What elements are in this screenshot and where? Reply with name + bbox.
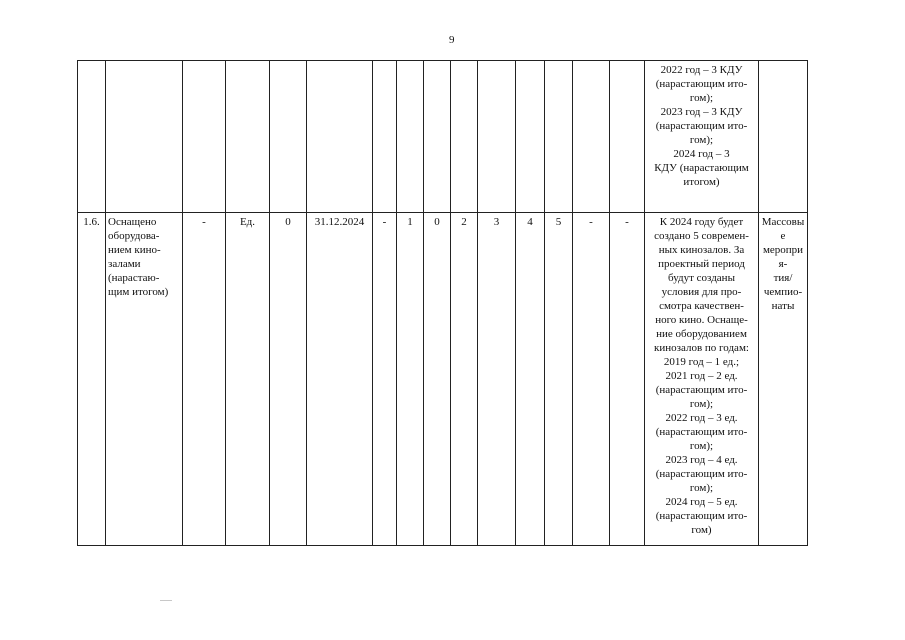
- cell-unit: [226, 61, 270, 213]
- base-value: 0: [270, 213, 307, 546]
- cell-value: [397, 61, 424, 213]
- cell-value: [478, 61, 516, 213]
- indicator-name: Оснащено оборудова- нием кино- залами (нарастаю- щим итогом): [106, 213, 183, 546]
- base-date: 31.12.2024: [307, 213, 373, 546]
- cell-related: [759, 61, 808, 213]
- year-value: -: [573, 213, 610, 546]
- cell-value: [516, 61, 545, 213]
- cell-num: [78, 61, 106, 213]
- year-value: -: [610, 213, 645, 546]
- year-value: 3: [478, 213, 516, 546]
- cell-value: [373, 61, 397, 213]
- cell-col3: [183, 61, 226, 213]
- row-number: 1.6.: [78, 213, 106, 546]
- cell-value: [545, 61, 573, 213]
- cell-base-value: [270, 61, 307, 213]
- table-row-continued: [78, 61, 808, 213]
- year-value: -: [373, 213, 397, 546]
- year-value: 4: [516, 213, 545, 546]
- year-value: 2: [451, 213, 478, 546]
- cell-result-text: 2022 год – 3 КДУ (нарастающим ито- гом); 2023 год – 3 КДУ (нарастающим ито- гом); 2024 год – 3 КДУ (нарастающим итогом): [645, 61, 759, 213]
- cell-col3: -: [183, 213, 226, 546]
- cell-value: [610, 61, 645, 213]
- year-value: 1: [397, 213, 424, 546]
- cell-value: [424, 61, 451, 213]
- cell-date: [307, 61, 373, 213]
- result-text: К 2024 году будет создано 5 современ- ных кинозалов. За проектный период будут созданы условия для про- смотра качествен- ного кино. Оснаще- ние оборудованием кинозалов по годам: 2019 год – 1 ед.; 2021 год – 2 ед. (нарастающим ито- гом); 2022 год – 3 ед. (нарастающим ито- гом); 2023 год – 4 ед. (нарастающим ито- гом); 2024 год – 5 ед. (нарастающим ито- гом): [645, 213, 759, 546]
- cell-value: [573, 61, 610, 213]
- scan-artifact: [160, 600, 172, 601]
- unit: Ед.: [226, 213, 270, 546]
- indicators-table: [77, 60, 808, 546]
- year-value: 5: [545, 213, 573, 546]
- cell-value: [451, 61, 478, 213]
- related-measures: Массовые мероприя- тия/чемпио- наты: [759, 213, 808, 546]
- table-row-1-6: [78, 213, 808, 546]
- cell-name: [106, 61, 183, 213]
- year-value: 0: [424, 213, 451, 546]
- page-number: 9: [449, 34, 455, 46]
